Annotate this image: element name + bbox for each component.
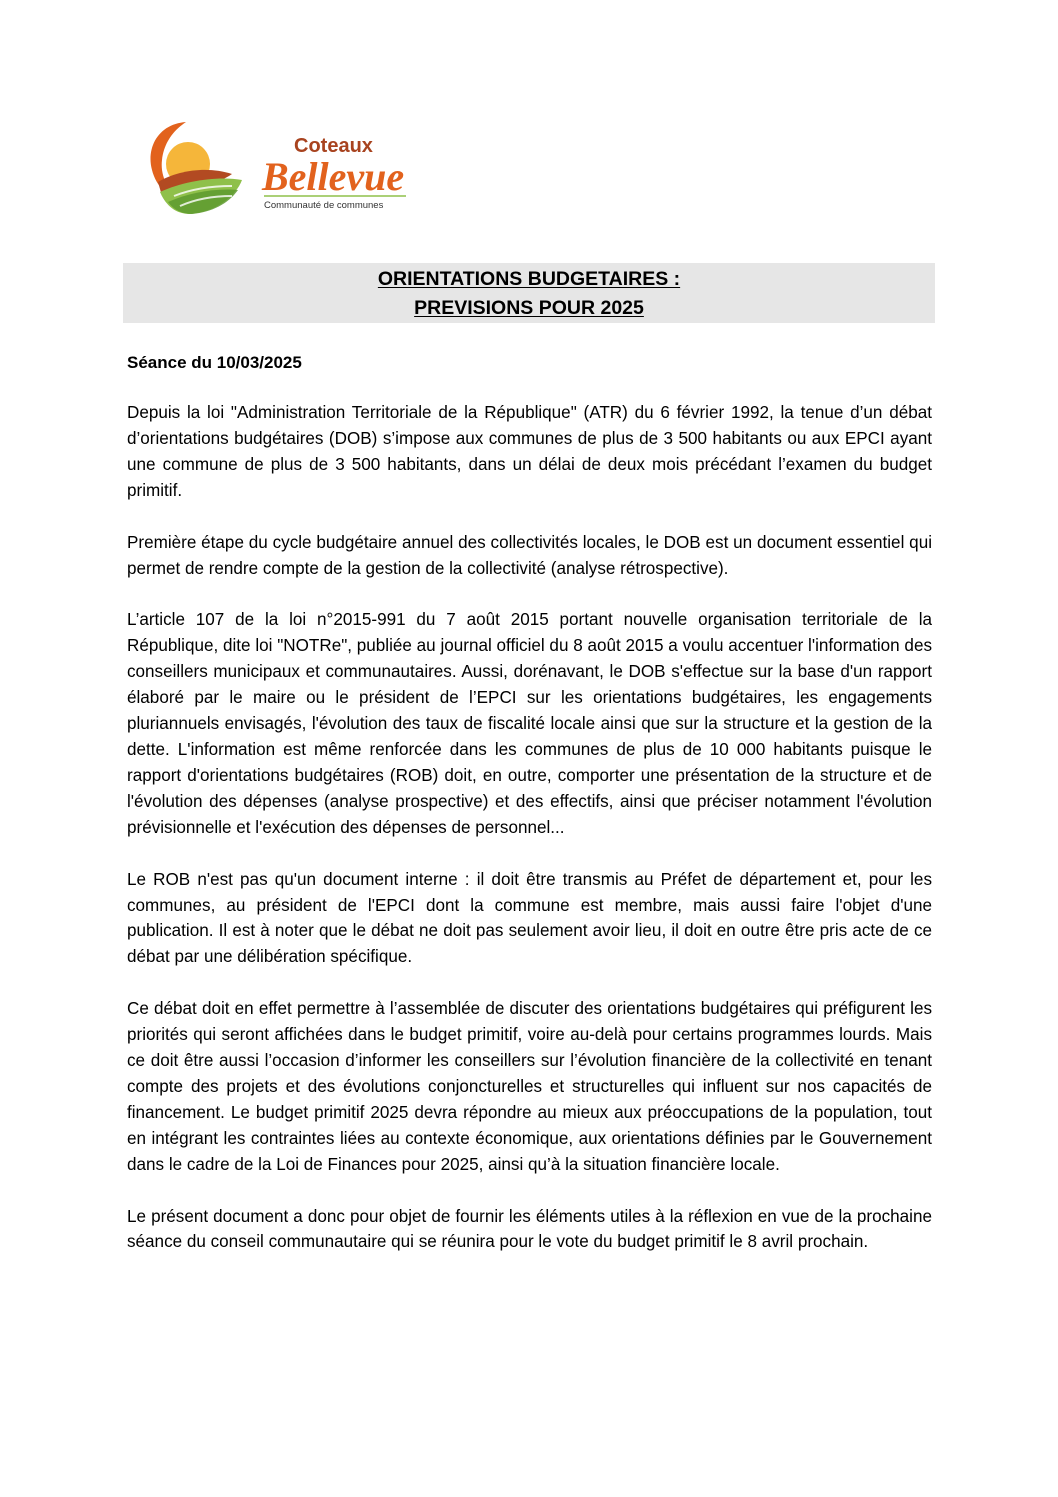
paragraph: Le ROB n'est pas qu'un document interne : il doit être transmis au Préfet de département et, pour les communes, au président de l'EPCI dont la commune est membre, mais aussi faire l'objet d'une publication. Il est à noter que le débat ne doit pas seulement avoir lieu, il doit en outre être pris acte de ce débat par une délibération spécifique. (127, 869, 932, 967)
title-line-1: ORIENTATIONS BUDGETAIRES : (377, 268, 681, 290)
paragraph: Le présent document a donc pour objet de fournir les éléments utiles à la réflexion en vue de la prochaine séance du conseil communautaire qui se réunira pour le vote du budget primitif le 8 avril prochain. (127, 1206, 932, 1252)
brand-large: Bellevue (262, 154, 405, 199)
paragraph: L’article 107 de la loi n°2015-991 du 7 août 2015 portant nouvelle organisation territoriale de la République, dite loi "NOTRe", publiée au journal officiel du 8 août 2015 a voulu accentuer l'information des conseillers municipaux et communautaires. Aussi, dorénavant, le DOB s'effectue sur la base d'un rapport élaboré par le maire ou le président de l’EPCI sur les orientations budgétaires, les engagements pluriannuels envisagés, l'évolution des taux de fiscalité locale ainsi que sur la structure et la gestion de la dette. L'information est même renforcée dans les communes de plus de 10 000 habitants puisque le rapport d'orientations budgétaires (ROB) doit, en outre, comporter une présentation de la structure et de l'évolution des dépenses (analyse prospective) et des effectifs, ainsi que préciser notamment l'évolution prévisionnelle et l'exécution des dépenses de personnel... (127, 610, 932, 837)
paragraph: Depuis la loi "Administration Territoriale de la République" (ATR) du 6 février 1992, la tenue d’un débat d’orientations budgétaires (DOB) s’impose aux communes de plus de 3 500 habitants ou aux EPCI ayant une commune de plus de 3 500 habitants, dans un délai de deux mois précédant l’examen du budget primitif. (127, 403, 932, 500)
title-line-2: PREVISIONS POUR 2025 (414, 297, 644, 319)
body-text (127, 400, 932, 1255)
brand-small: Coteaux (294, 135, 373, 157)
paragraph: Première étape du cycle budgétaire annuel des collectivités locales, le DOB est un document essentiel qui permet de rendre compte de la gestion de la collectivité (analyse rétrospective). (127, 532, 932, 578)
seance-date: Séance du 10/03/2025 (127, 353, 302, 372)
paragraph: Ce débat doit en effet permettre à l’assemblée de discuter des orientations budgétaires qui préfigurent les priorités qui seront affichées dans le budget primitif, voire au-delà pour certains programmes lourds. Mais ce doit être aussi l’occasion d’informer les conseillers sur l’évolution financière de la collectivité en tenant compte des projets et des évolutions conjoncturelles et structurelles qui influent sur nos capacités de financement. Le budget primitif 2025 devra répondre au mieux aux préoccupations de la population, tout en intégrant les contraintes liées au contexte économique, aux orientations définies par le Gouvernement dans le cadre de la Loi de Finances pour 2025, ainsi qu’à la situation financière locale. (127, 999, 932, 1174)
logo (128, 100, 433, 232)
title-banner (123, 263, 935, 323)
logo-graphic (128, 100, 433, 232)
brand-tagline: Communauté de communes (264, 200, 384, 211)
